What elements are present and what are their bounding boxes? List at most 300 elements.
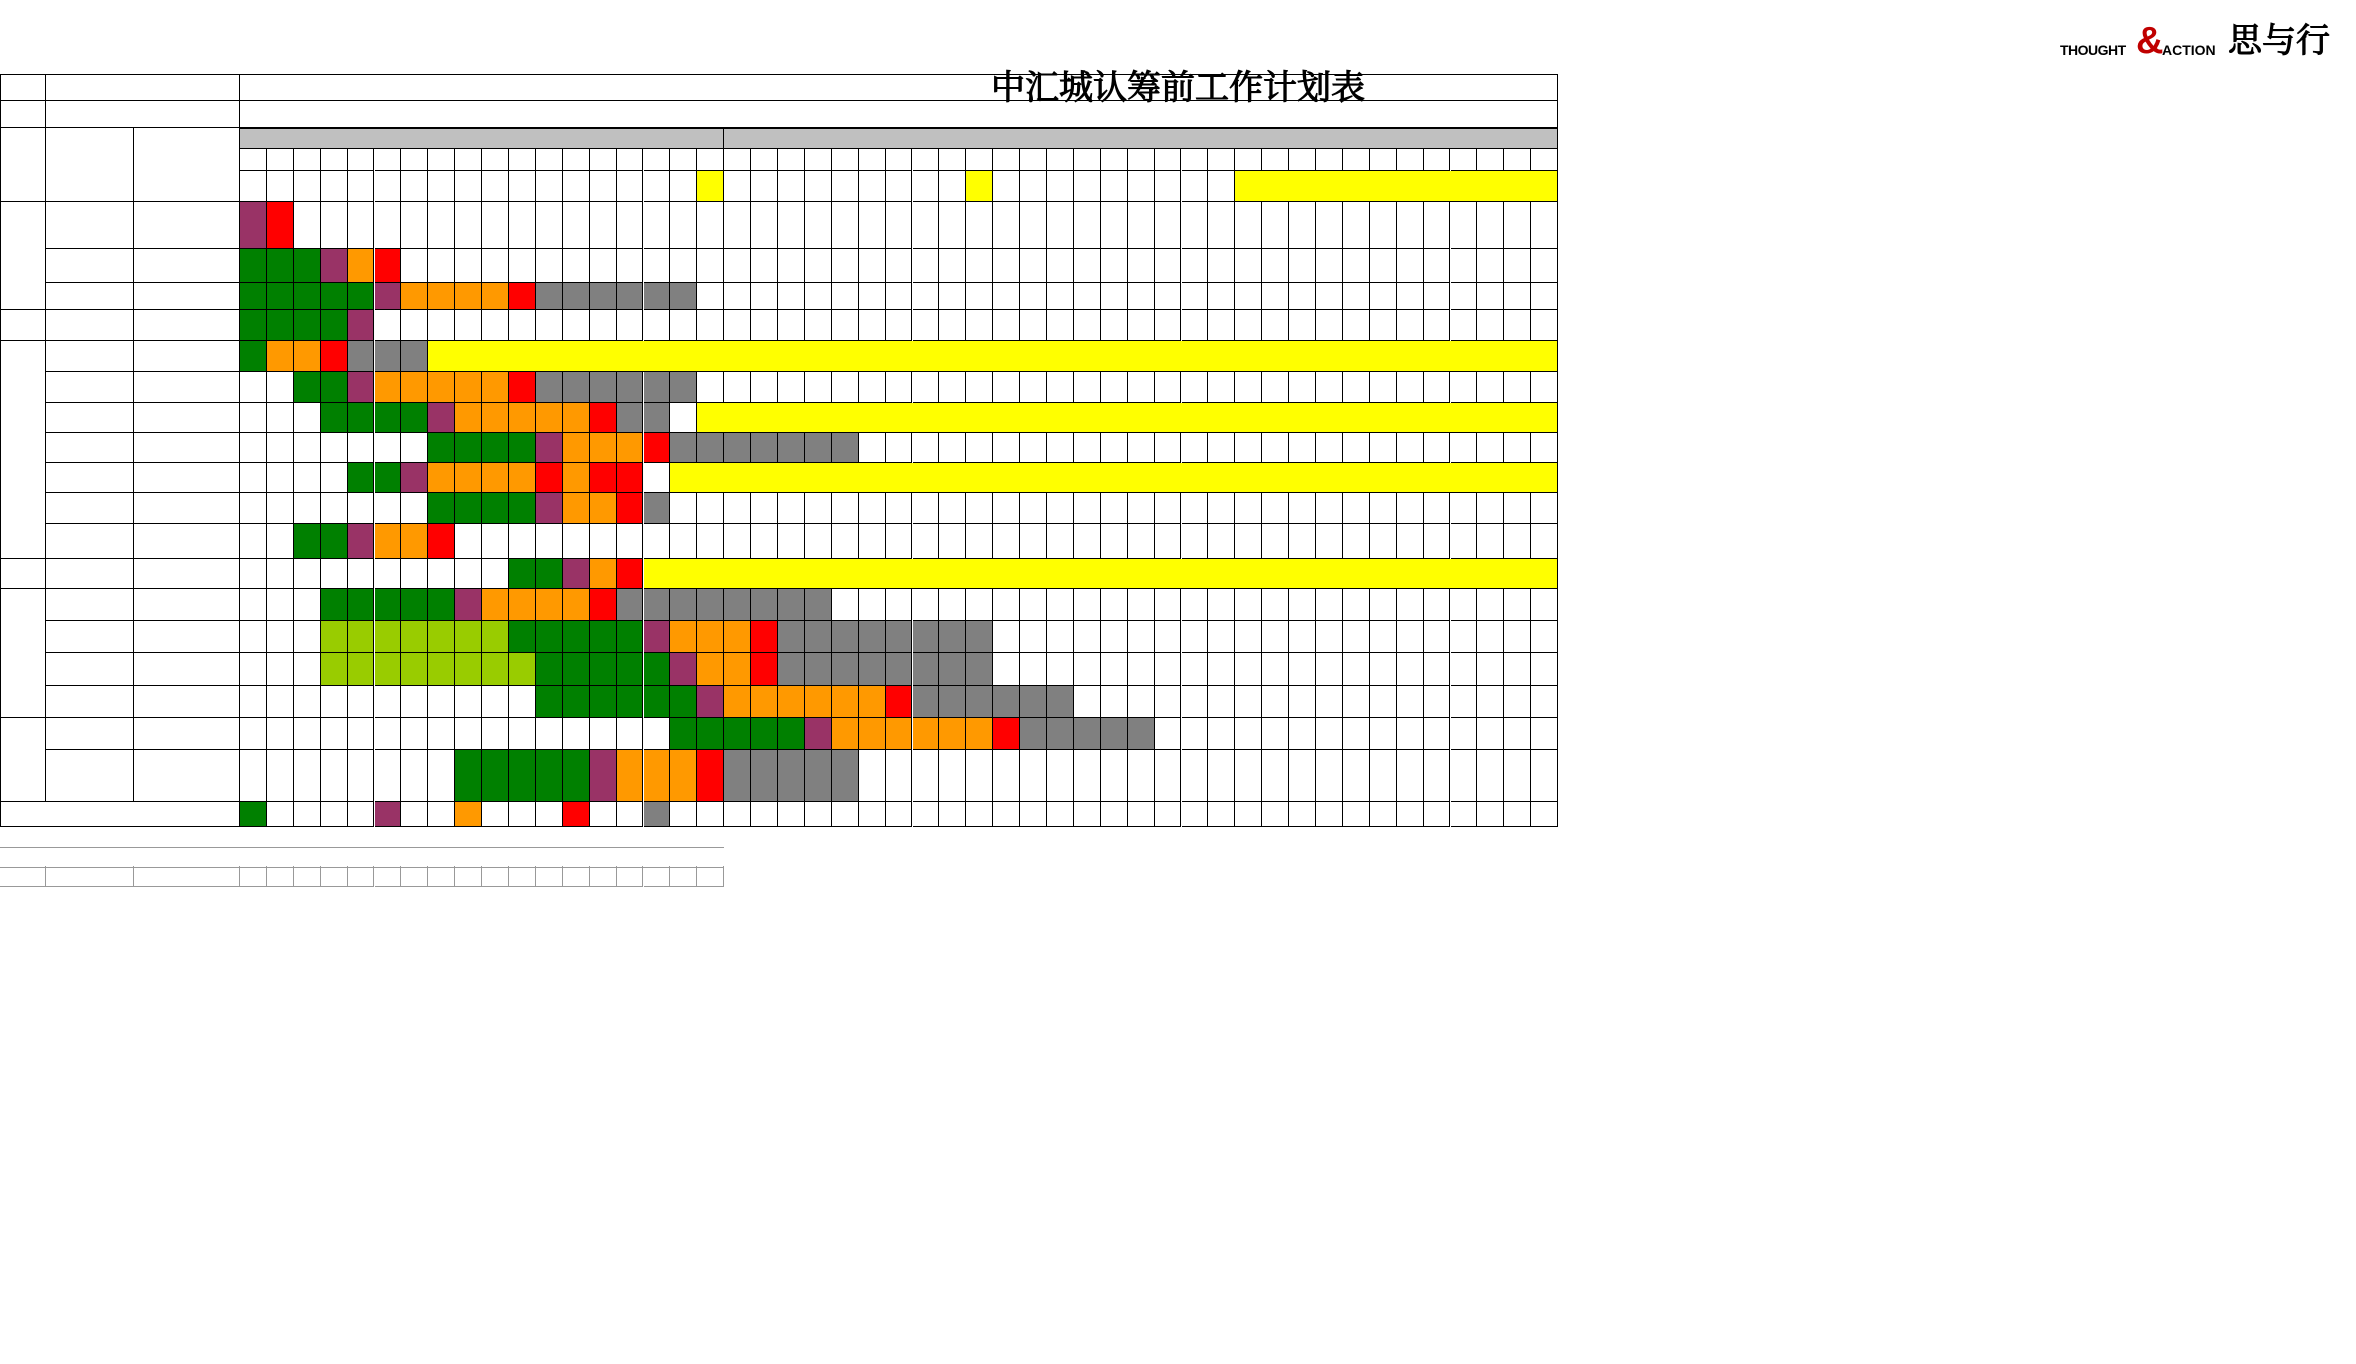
marketing-day-cell	[1047, 171, 1074, 202]
gantt-cell	[1504, 372, 1531, 403]
gantt-cell	[1262, 686, 1289, 718]
gantt-cell	[617, 433, 644, 463]
gantt-cell	[509, 202, 536, 249]
gantt-cell	[670, 249, 697, 283]
gantt-cell	[267, 559, 294, 589]
gantt-cell	[563, 249, 590, 283]
gantt-cell	[644, 493, 671, 524]
gantt-cell	[590, 249, 617, 283]
gantt-cell	[348, 559, 375, 589]
gantt-cell	[1397, 524, 1424, 559]
gantt-cell	[1128, 372, 1155, 403]
gantt-cell	[670, 493, 697, 524]
gantt-cell	[644, 310, 671, 341]
gantt-cell	[1208, 686, 1235, 718]
gantt-cell	[1504, 493, 1531, 524]
gantt-cell	[670, 524, 697, 559]
gantt-cell	[1155, 202, 1182, 249]
gantt-cell	[563, 750, 590, 802]
day-header	[751, 149, 778, 171]
gantt-cell	[1343, 493, 1370, 524]
gantt-cell	[1262, 524, 1289, 559]
legend-grid-cell	[428, 802, 455, 827]
gantt-cell	[267, 653, 294, 686]
gantt-cell	[1047, 202, 1074, 249]
gantt-cell	[375, 283, 402, 310]
gantt-cell	[886, 372, 913, 403]
legend-grid-cell	[321, 802, 348, 827]
marketing-day-cell	[805, 171, 832, 202]
task-content	[46, 686, 134, 718]
gantt-cell	[1182, 589, 1209, 621]
gantt-cell	[1289, 524, 1316, 559]
gantt-cell	[1397, 718, 1424, 750]
gantt-cell	[1155, 718, 1182, 750]
gantt-cell	[939, 621, 966, 653]
gantt-cell	[697, 202, 724, 249]
gantt-cell	[1531, 589, 1558, 621]
gantt-cell	[913, 589, 940, 621]
empty-row-cell	[590, 866, 617, 887]
gantt-cell	[993, 718, 1020, 750]
gantt-cell	[1208, 750, 1235, 802]
gantt-cell	[1451, 202, 1478, 249]
gantt-cell	[966, 433, 993, 463]
gantt-cell	[401, 524, 428, 559]
gantt-cell	[1289, 750, 1316, 802]
gantt-cell	[1343, 524, 1370, 559]
gantt-cell	[401, 403, 428, 433]
gantt-cell	[1316, 372, 1343, 403]
gantt-cell	[993, 493, 1020, 524]
gantt-cell	[482, 653, 509, 686]
gantt-cell	[697, 433, 724, 463]
gantt-cell	[1208, 718, 1235, 750]
marketing-day-cell	[375, 171, 402, 202]
category-cell	[0, 589, 46, 718]
gantt-cell	[428, 653, 455, 686]
gantt-cell	[509, 524, 536, 559]
gantt-cell	[670, 433, 697, 463]
gantt-cell	[590, 310, 617, 341]
day-header	[1451, 149, 1478, 171]
day-header	[1182, 149, 1209, 171]
marketing-day-cell	[832, 171, 859, 202]
legend-swatch	[563, 802, 590, 827]
gantt-cell	[1316, 493, 1343, 524]
marketing-day-cell	[563, 171, 590, 202]
task-remark	[134, 463, 240, 493]
empty-row-cell	[348, 866, 375, 887]
gantt-cell	[1128, 686, 1155, 718]
marketing-day-cell	[939, 171, 966, 202]
legend-grid-cell	[697, 802, 724, 827]
gantt-cell	[1262, 653, 1289, 686]
legend-grid-cell	[1128, 802, 1155, 827]
gantt-cell	[617, 202, 644, 249]
gantt-cell	[590, 686, 617, 718]
marketing-day-cell	[428, 171, 455, 202]
gantt-cell	[939, 202, 966, 249]
gantt-cell	[617, 653, 644, 686]
legend-grid-cell	[1262, 802, 1289, 827]
gantt-cell	[240, 493, 267, 524]
gantt-cell	[859, 493, 886, 524]
gantt-cell	[617, 463, 644, 493]
gantt-cell	[1343, 372, 1370, 403]
gantt-cell	[321, 559, 348, 589]
gantt-cell	[536, 589, 563, 621]
day-header	[563, 149, 590, 171]
task-content	[46, 589, 134, 621]
gantt-cell	[832, 433, 859, 463]
gantt-cell	[832, 283, 859, 310]
marketing-day-cell	[1128, 171, 1155, 202]
gantt-cell	[294, 341, 321, 372]
category-cell	[0, 341, 46, 559]
gantt-cell	[455, 249, 482, 283]
gantt-cell	[939, 283, 966, 310]
gantt-cell	[375, 433, 402, 463]
gantt-cell	[1343, 433, 1370, 463]
gantt-cell	[455, 372, 482, 403]
gantt-cell	[1531, 718, 1558, 750]
gantt-cell	[590, 621, 617, 653]
gantt-cell	[1020, 750, 1047, 802]
task-remark	[134, 750, 240, 802]
gantt-cell	[1424, 524, 1451, 559]
gantt-cell	[1235, 283, 1262, 310]
gantt-cell	[1182, 493, 1209, 524]
gantt-cell	[294, 718, 321, 750]
gantt-cell	[1370, 283, 1397, 310]
gantt-cell	[617, 718, 644, 750]
gantt-cell	[1074, 283, 1101, 310]
gantt-cell	[670, 653, 697, 686]
task-remark	[134, 686, 240, 718]
gantt-cell	[1128, 718, 1155, 750]
gantt-cell	[428, 310, 455, 341]
gantt-cell	[1397, 750, 1424, 802]
gantt-cell	[644, 463, 671, 493]
gantt-cell	[644, 433, 671, 463]
gantt-cell	[401, 372, 428, 403]
legend-grid-cell	[348, 802, 375, 827]
gantt-cell	[401, 559, 428, 589]
marketing-day-cell	[886, 171, 913, 202]
gantt-cell	[1397, 310, 1424, 341]
gantt-cell	[617, 589, 644, 621]
gantt-cell	[455, 559, 482, 589]
gantt-cell	[563, 403, 590, 433]
gantt-cell	[509, 310, 536, 341]
gantt-cell	[1155, 249, 1182, 283]
gantt-cell	[267, 372, 294, 403]
gantt-cell	[993, 686, 1020, 718]
gantt-cell	[805, 524, 832, 559]
gantt-cell	[617, 249, 644, 283]
gantt-cell	[321, 463, 348, 493]
legend-swatch	[644, 802, 671, 827]
gantt-cell	[1074, 621, 1101, 653]
legend-grid-cell	[670, 802, 697, 827]
gantt-cell	[1424, 249, 1451, 283]
gantt-cell	[1182, 653, 1209, 686]
gantt-cell	[1289, 653, 1316, 686]
gantt-cell	[913, 372, 940, 403]
gantt-cell	[886, 653, 913, 686]
gantt-cell	[1451, 283, 1478, 310]
gantt-cell	[1424, 686, 1451, 718]
gantt-cell	[697, 621, 724, 653]
gantt-cell	[294, 283, 321, 310]
gantt-cell	[1504, 249, 1531, 283]
gantt-cell	[1262, 202, 1289, 249]
gantt-cell	[1397, 686, 1424, 718]
gantt-cell	[428, 686, 455, 718]
legend-label-cell	[0, 802, 240, 827]
task-remark	[134, 433, 240, 463]
day-header	[1128, 149, 1155, 171]
gantt-cell	[1101, 686, 1128, 718]
gantt-cell	[966, 202, 993, 249]
empty-row-cell	[375, 866, 402, 887]
gantt-cell	[859, 718, 886, 750]
gantt-cell	[778, 493, 805, 524]
gantt-cell	[832, 249, 859, 283]
gantt-cell	[751, 589, 778, 621]
gantt-cell	[1504, 283, 1531, 310]
gantt-cell	[348, 463, 375, 493]
gantt-cell	[832, 686, 859, 718]
gantt-cell	[1074, 686, 1101, 718]
gantt-cell	[240, 433, 267, 463]
gantt-cell	[1020, 718, 1047, 750]
gantt-cell	[1262, 589, 1289, 621]
gantt-cell	[536, 202, 563, 249]
gantt-cell	[697, 249, 724, 283]
gantt-cell	[859, 372, 886, 403]
gantt-cell	[375, 621, 402, 653]
gantt-cell	[1074, 750, 1101, 802]
gantt-cell	[455, 686, 482, 718]
gantt-cell	[563, 653, 590, 686]
gantt-cell	[455, 653, 482, 686]
gantt-cell	[859, 433, 886, 463]
to-label-cell	[0, 74, 46, 101]
gantt-cell	[482, 559, 509, 589]
gantt-cell	[886, 202, 913, 249]
gantt-cell	[1101, 249, 1128, 283]
gantt-cell	[1074, 310, 1101, 341]
gantt-cell	[240, 403, 267, 433]
gantt-cell	[1451, 524, 1478, 559]
gantt-cell	[805, 653, 832, 686]
gantt-cell	[482, 750, 509, 802]
gantt-cell	[294, 653, 321, 686]
gantt-cell	[993, 372, 1020, 403]
month-april	[240, 128, 724, 149]
gantt-cell	[832, 202, 859, 249]
day-header	[509, 149, 536, 171]
gantt-cell	[1316, 621, 1343, 653]
gantt-cell	[1477, 686, 1504, 718]
gantt-cell	[536, 559, 563, 589]
task-content	[46, 202, 134, 249]
empty-row-cell	[46, 866, 134, 887]
day-header	[1370, 149, 1397, 171]
gantt-cell	[348, 283, 375, 310]
legend-grid-cell	[590, 802, 617, 827]
gantt-cell	[1504, 310, 1531, 341]
gantt-cell	[1047, 686, 1074, 718]
gantt-cell	[1020, 621, 1047, 653]
footnote-rule	[0, 847, 724, 848]
gantt-cell	[859, 310, 886, 341]
gantt-cell	[724, 589, 751, 621]
gantt-cell	[294, 559, 321, 589]
gantt-cell	[1289, 493, 1316, 524]
gantt-cell	[724, 372, 751, 403]
gantt-cell	[832, 621, 859, 653]
gantt-cell	[455, 403, 482, 433]
gantt-cell	[1451, 653, 1478, 686]
gantt-cell	[401, 463, 428, 493]
gantt-cell	[993, 433, 1020, 463]
gantt-cell	[993, 524, 1020, 559]
gantt-cell	[1262, 283, 1289, 310]
gantt-cell	[240, 202, 267, 249]
gantt-cell	[670, 372, 697, 403]
gantt-cell	[966, 493, 993, 524]
gantt-cell	[482, 718, 509, 750]
marketing-day-cell	[294, 171, 321, 202]
gantt-cell	[1316, 310, 1343, 341]
gantt-cell	[939, 653, 966, 686]
gantt-cell	[348, 372, 375, 403]
gantt-cell	[563, 372, 590, 403]
gantt-cell	[644, 686, 671, 718]
gantt-cell	[375, 310, 402, 341]
day-header	[294, 149, 321, 171]
gantt-cell	[482, 249, 509, 283]
marketing-day-cell	[617, 171, 644, 202]
gantt-cell	[1370, 310, 1397, 341]
gantt-cell	[590, 589, 617, 621]
gantt-cell	[294, 372, 321, 403]
gantt-cell	[832, 524, 859, 559]
gantt-cell	[267, 686, 294, 718]
gantt-cell	[348, 202, 375, 249]
gantt-cell	[751, 653, 778, 686]
gantt-cell	[913, 493, 940, 524]
category-cell	[0, 718, 46, 802]
gantt-cell	[482, 524, 509, 559]
gantt-cell	[859, 686, 886, 718]
gantt-cell	[240, 249, 267, 283]
gantt-cell	[1047, 589, 1074, 621]
gantt-cell	[805, 718, 832, 750]
gantt-cell	[939, 750, 966, 802]
task-content	[46, 493, 134, 524]
marketing-day-cell	[1208, 171, 1235, 202]
gantt-cell	[1343, 249, 1370, 283]
category-cell	[0, 310, 46, 341]
gantt-cell	[348, 750, 375, 802]
gantt-cell	[1316, 718, 1343, 750]
gantt-cell	[536, 718, 563, 750]
gantt-cell	[1155, 750, 1182, 802]
gantt-cell	[321, 621, 348, 653]
gantt-cell	[1451, 493, 1478, 524]
gantt-cell	[240, 372, 267, 403]
gantt-cell	[1235, 372, 1262, 403]
gantt-cell	[240, 463, 267, 493]
gantt-cell	[1343, 750, 1370, 802]
gantt-cell	[375, 341, 402, 372]
gantt-cell	[1020, 589, 1047, 621]
gantt-cell	[563, 433, 590, 463]
gantt-cell	[1451, 589, 1478, 621]
gantt-cell	[1477, 283, 1504, 310]
gantt-cell	[1370, 589, 1397, 621]
day-header	[1047, 149, 1074, 171]
gantt-cell	[1343, 718, 1370, 750]
day-header	[267, 149, 294, 171]
day-header	[1235, 149, 1262, 171]
gantt-cell	[1047, 718, 1074, 750]
gantt-cell	[1289, 718, 1316, 750]
category-cell	[0, 559, 46, 589]
gantt-cell	[724, 621, 751, 653]
gantt-cell	[401, 718, 428, 750]
schedule-note-bar	[670, 463, 1558, 493]
gantt-cell	[1182, 202, 1209, 249]
gantt-cell	[644, 653, 671, 686]
legend-grid-cell	[966, 802, 993, 827]
gantt-cell	[240, 559, 267, 589]
gantt-cell	[482, 686, 509, 718]
gantt-cell	[321, 750, 348, 802]
marketing-day-cell	[1182, 171, 1209, 202]
gantt-cell	[1343, 310, 1370, 341]
gantt-cell	[1370, 433, 1397, 463]
marketing-day-cell	[482, 171, 509, 202]
gantt-cell	[375, 653, 402, 686]
gantt-cell	[913, 718, 940, 750]
task-remark	[134, 341, 240, 372]
gantt-cell	[536, 433, 563, 463]
gantt-cell	[1101, 310, 1128, 341]
legend-grid-cell	[401, 802, 428, 827]
gantt-cell	[1182, 750, 1209, 802]
task-content	[46, 433, 134, 463]
gantt-cell	[913, 310, 940, 341]
gantt-cell	[993, 589, 1020, 621]
legend-grid-cell	[805, 802, 832, 827]
gantt-cell	[1101, 202, 1128, 249]
day-header	[913, 149, 940, 171]
gantt-cell	[1424, 750, 1451, 802]
legend-grid-cell	[832, 802, 859, 827]
gantt-cell	[563, 559, 590, 589]
gantt-cell	[993, 310, 1020, 341]
gantt-cell	[428, 559, 455, 589]
gantt-cell	[428, 433, 455, 463]
gantt-cell	[939, 524, 966, 559]
gantt-cell	[1128, 249, 1155, 283]
gantt-cell	[832, 372, 859, 403]
